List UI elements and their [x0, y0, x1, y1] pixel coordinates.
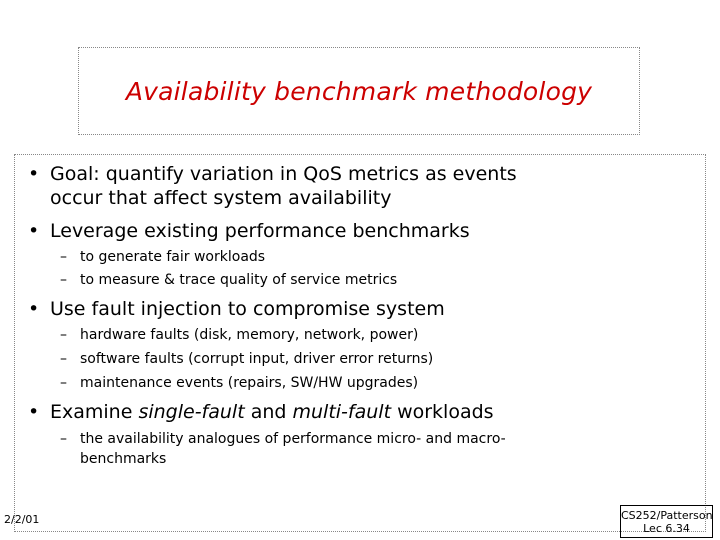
footer-course-box: [620, 505, 713, 538]
dash-icon: –: [60, 249, 67, 265]
bullet-icon: •: [28, 163, 40, 185]
bullet-examine: [50, 401, 494, 423]
bullet-goal-line1: Goal: quantify variation in QoS metrics as events: [50, 163, 517, 185]
footer-lecture: Lec 6.34: [643, 521, 690, 535]
dash-icon: –: [60, 375, 67, 391]
bullet-icon: •: [28, 401, 40, 423]
bullet-goal-line2: occur that affect system availability: [50, 187, 392, 209]
bullet-leverage: Leverage existing performance benchmarks: [50, 220, 470, 242]
slide-title: Availability benchmark methodology: [125, 76, 593, 106]
sub-item-maintenance-events: maintenance events (repairs, SW/HW upgrades): [80, 375, 419, 391]
sub-item-software-faults: software faults (corrupt input, driver error returns): [80, 351, 434, 367]
sub-item-fair-workloads: to generate fair workloads: [80, 249, 266, 265]
sub-item-analogues-line2: benchmarks: [80, 451, 167, 467]
dash-icon: –: [60, 272, 67, 288]
bullet-examine-multi-fault: multi-fault: [292, 401, 392, 423]
bullet-fault-injection: Use fault injection to compromise system: [50, 298, 445, 320]
bullet-icon: •: [28, 298, 40, 320]
sub-item-analogues-line1: the availability analogues of performance micro- and macro-: [80, 431, 506, 447]
dash-icon: –: [60, 327, 67, 343]
dash-icon: –: [60, 351, 67, 367]
sub-item-hardware-faults: hardware faults (disk, memory, network, power): [80, 327, 419, 343]
bullet-examine-prefix: Examine: [50, 401, 139, 423]
dash-icon: –: [60, 431, 67, 447]
bullet-examine-single-fault: single-fault: [138, 401, 245, 423]
sub-item-qos-metrics: to measure & trace quality of service metrics: [80, 272, 398, 288]
bullet-icon: •: [28, 220, 40, 242]
bullet-examine-suffix: workloads: [391, 401, 494, 423]
title-box: [78, 47, 640, 135]
footer-course: CS252/Patterson: [621, 508, 713, 522]
bullet-examine-mid: and: [244, 401, 293, 423]
footer-date: 2/2/01: [4, 513, 40, 526]
